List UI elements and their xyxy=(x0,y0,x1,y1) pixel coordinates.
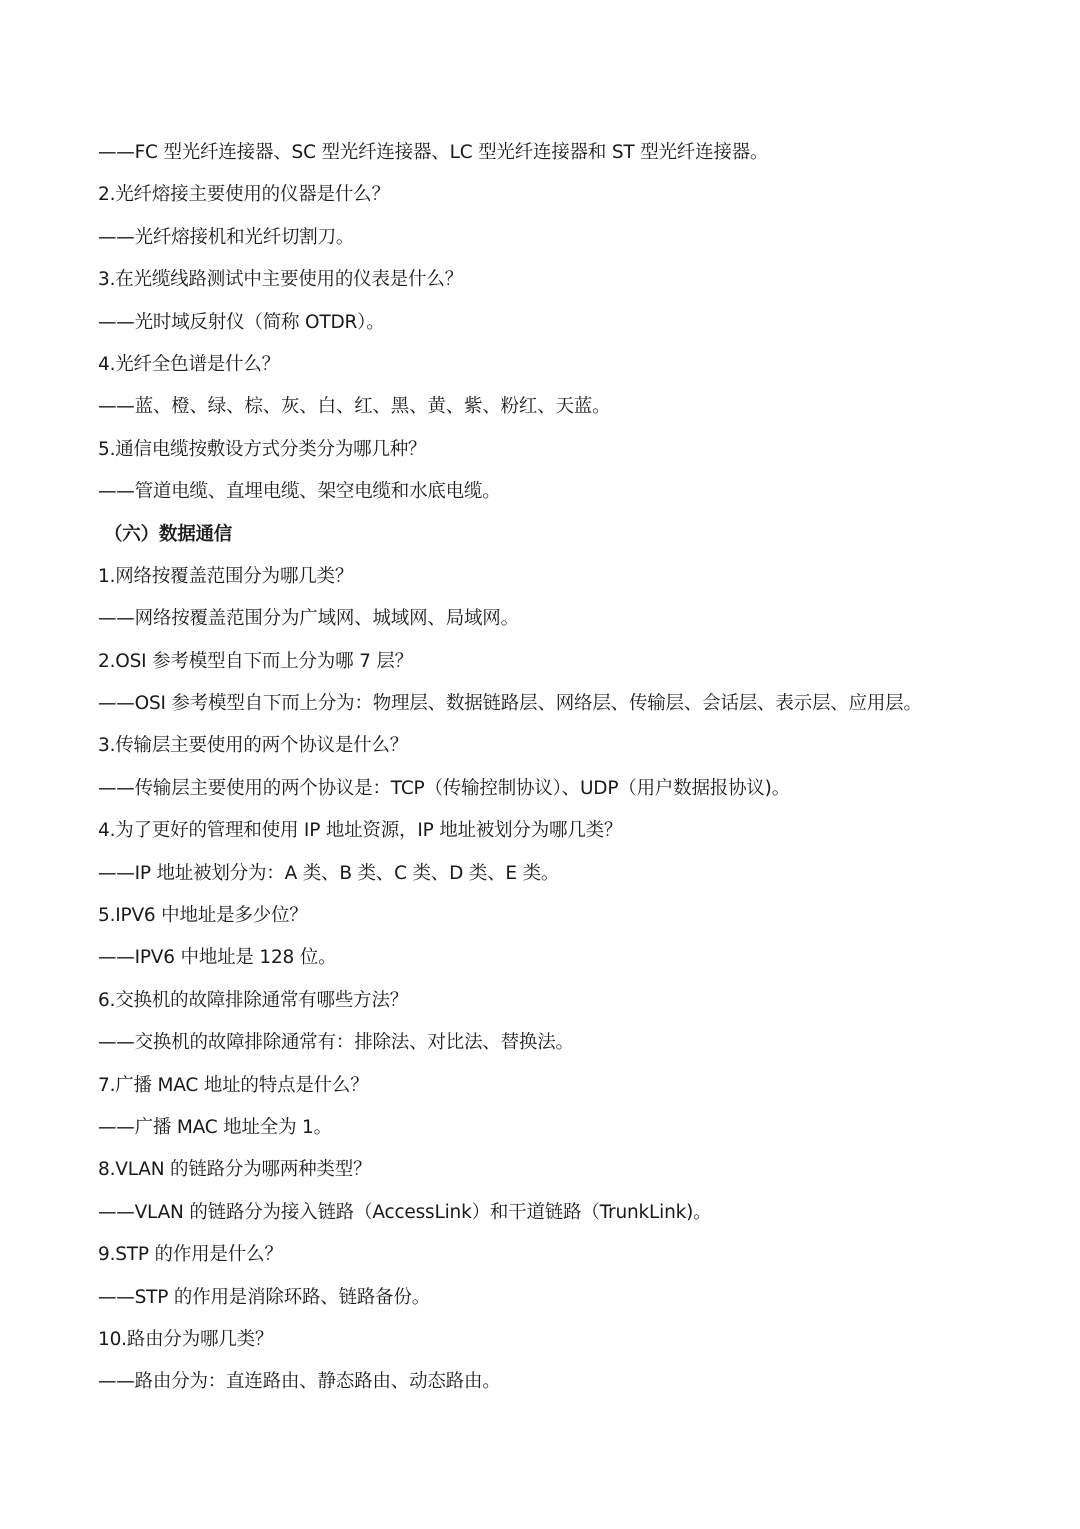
question-line: 10.路由分为哪几类？ xyxy=(98,1328,274,1350)
question-line: 5.IPV6 中地址是多少位？ xyxy=(98,905,308,927)
question-line: 8.VLAN 的链路分为哪两种类型？ xyxy=(98,1159,372,1181)
answer-line: ——光纤熔接机和光纤切割刀。 xyxy=(98,226,355,248)
answer-line: ——路由分为：直连路由、静态路由、动态路由。 xyxy=(98,1371,501,1393)
question-line: 4.为了更好的管理和使用 IP 地址资源，IP 地址被划分为哪几类？ xyxy=(98,820,623,842)
answer-line: ——网络按覆盖范围分为广域网、城域网、局域网。 xyxy=(98,608,519,630)
answer-line: ——IP 地址被划分为：A 类、B 类、C 类、D 类、E 类。 xyxy=(98,862,560,884)
question-line: 3.传输层主要使用的两个协议是什么？ xyxy=(98,735,409,757)
question-line: 2.OSI 参考模型自下而上分为哪 7 层？ xyxy=(98,650,413,672)
answer-line: ——传输层主要使用的两个协议是：TCP（传输控制协议）、UDP（用户数据报协议)。 xyxy=(98,777,791,799)
question-line: 7.广播 MAC 地址的特点是什么？ xyxy=(98,1074,369,1096)
answer-line: ——FC 型光纤连接器、SC 型光纤连接器、LC 型光纤连接器和 ST 型光纤连接器。 xyxy=(98,142,769,163)
section-heading: （六）数据通信 xyxy=(104,523,233,545)
answer-line: ——管道电缆、直埋电缆、架空电缆和水底电缆。 xyxy=(98,481,501,503)
question-line: 5.通信电缆按敷设方式分类分为哪几种？ xyxy=(98,438,427,460)
document-body xyxy=(98,132,998,1404)
answer-line: ——VLAN 的链路分为接入链路（AccessLink）和干道链路（TrunkLink)。 xyxy=(98,1201,712,1223)
question-line: 3.在光缆线路测试中主要使用的仪表是什么？ xyxy=(98,269,463,291)
question-line: 2.光纤熔接主要使用的仪器是什么？ xyxy=(98,184,390,206)
answer-line: ——交换机的故障排除通常有：排除法、对比法、替换法。 xyxy=(98,1032,574,1054)
answer-line: ——IPV6 中地址是 128 位。 xyxy=(98,947,337,969)
answer-line: ——光时域反射仪（简称 OTDR）。 xyxy=(98,311,385,333)
answer-line: ——STP 的作用是消除环路、链路备份。 xyxy=(98,1286,431,1308)
question-line: 4.光纤全色谱是什么？ xyxy=(98,353,280,375)
answer-line: ——OSI 参考模型自下而上分为：物理层、数据链路层、网络层、传输层、会话层、表示层、应用层。 xyxy=(98,693,922,715)
question-line: 1.网络按覆盖范围分为哪几类？ xyxy=(98,565,354,587)
question-line: 9.STP 的作用是什么？ xyxy=(98,1244,283,1266)
question-line: 6.交换机的故障排除通常有哪些方法？ xyxy=(98,989,409,1011)
answer-line: ——广播 MAC 地址全为 1。 xyxy=(98,1116,332,1138)
answer-line: ——蓝、橙、绿、棕、灰、白、红、黑、黄、紫、粉红、天蓝。 xyxy=(98,396,611,418)
